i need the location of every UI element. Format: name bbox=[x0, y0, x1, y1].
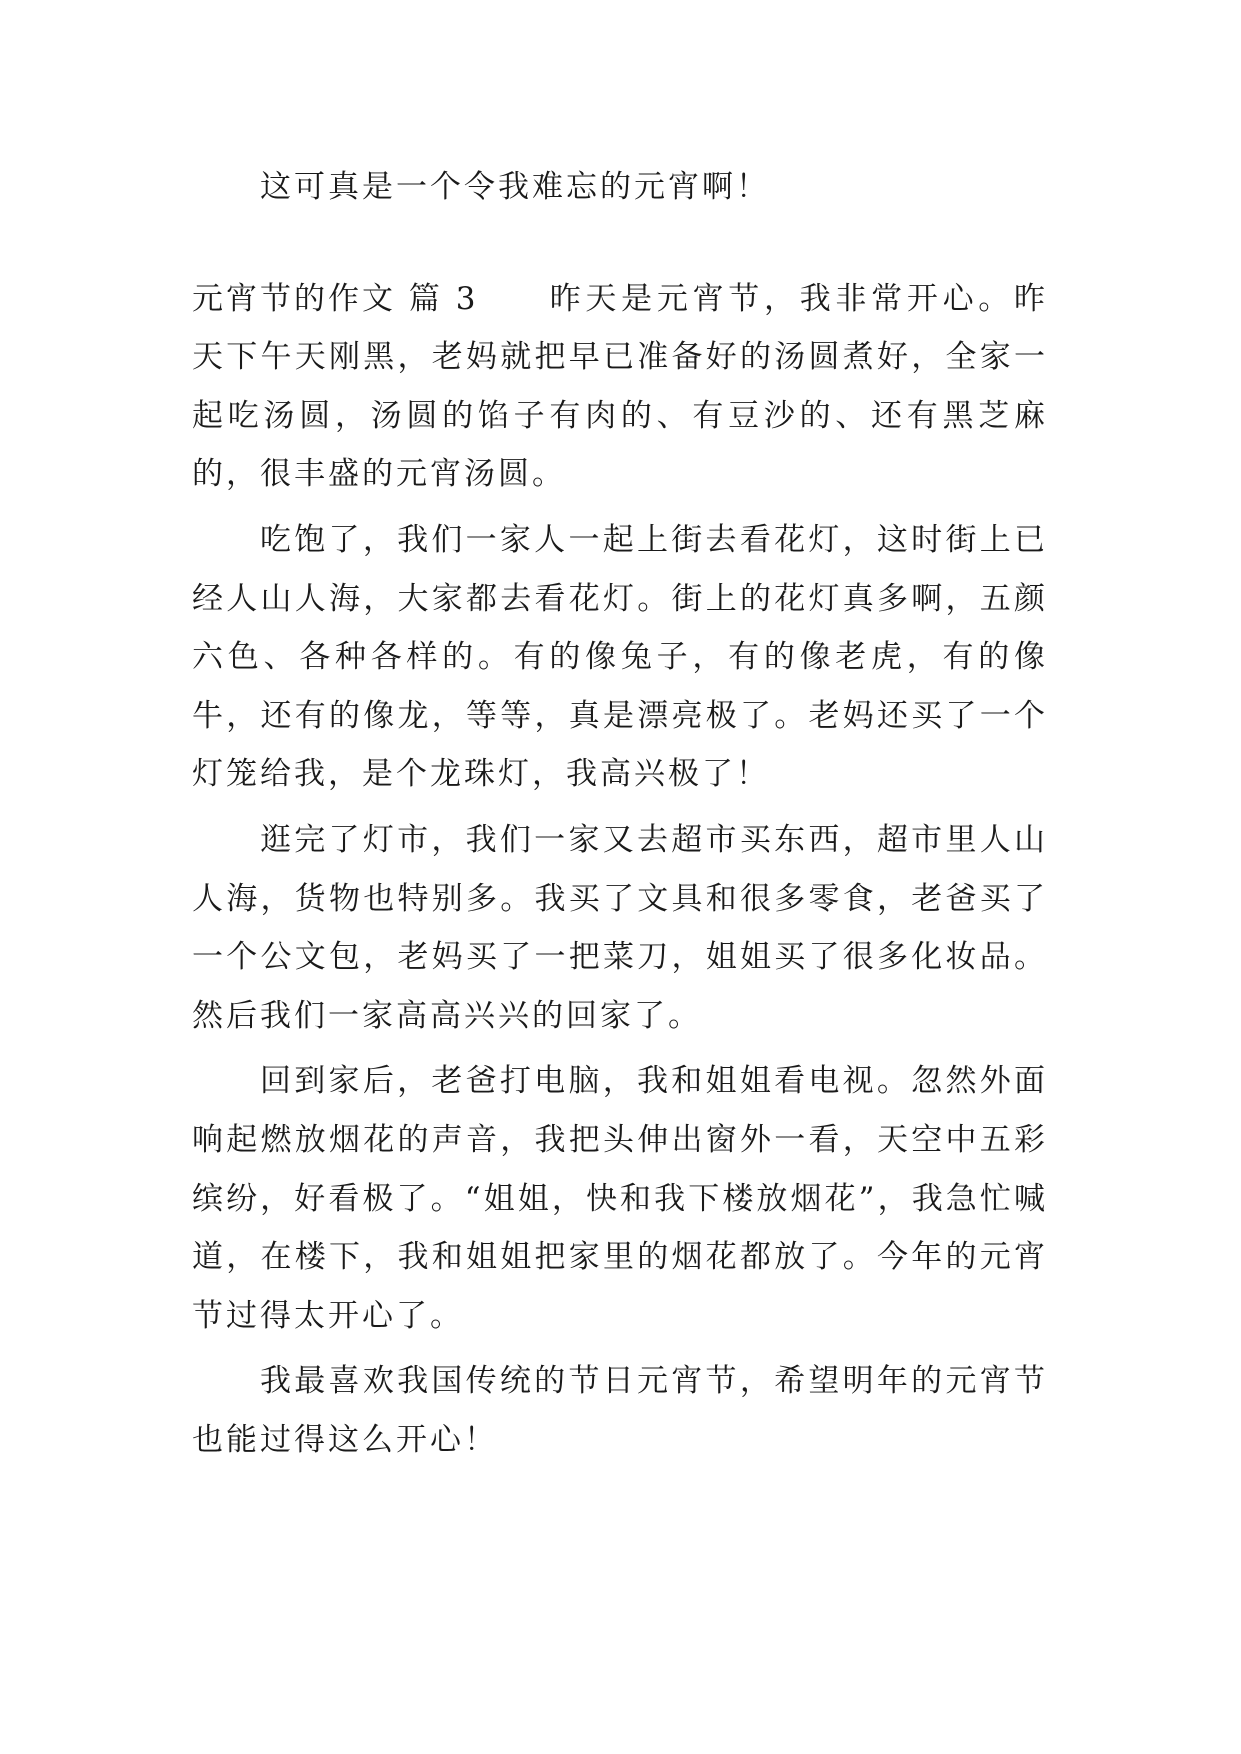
paragraph-2: 吃饱了，我们一家人一起上街去看花灯，这时街上已经人山人海，大家都去看花灯。街上的花灯真多啊，五颜六色、各种各样的。有的像兔子，有的像老虎，有的像牛，还有的像龙，等等，真是漂亮极了。老妈还买了一个灯笼给我，是个龙珠灯，我高兴极了！ bbox=[192, 521, 1048, 793]
paragraph-4: 回到家后，老爸打电脑，我和姐姐看电视。忽然外面响起燃放烟花的声音，我把头伸出窗外一看，天空中五彩缤纷，好看极了。“姐姐，快和我下楼放烟花”，我急忙喊道，在楼下，我和姐姐把家里的烟花都放了。今年的元宵节过得太开心了。 bbox=[192, 1063, 1048, 1334]
closing-line-paragraph bbox=[192, 158, 1048, 217]
section-heading: 元宵节的作文 篇 3 bbox=[192, 280, 479, 317]
section-first-paragraph bbox=[192, 270, 1048, 504]
closing-line-text: 这可真是一个令我难忘的元宵啊！ bbox=[260, 169, 770, 205]
paragraph-5: 我最喜欢我国传统的节日元宵节，希望明年的元宵节也能过得这么开心！ bbox=[192, 1363, 1048, 1458]
paragraph-3: 逛完了灯市，我们一家又去超市买东西，超市里人山人海，货物也特别多。我买了文具和很多零食，老爸买了一个公文包，老妈买了一把菜刀，姐姐买了很多化妆品。然后我们一家高高兴兴的回家了。 bbox=[192, 821, 1048, 1034]
document-body bbox=[192, 158, 1048, 1469]
paragraph-1-text: 昨天是元宵节，我非常开心。昨天下午天刚黑，老妈就把早已准备好的汤圆煮好，全家一起吃汤圆，汤圆的馅子有肉的、有豆沙的、还有黑芝麻的，很丰盛的元宵汤圆。 bbox=[192, 280, 1048, 493]
